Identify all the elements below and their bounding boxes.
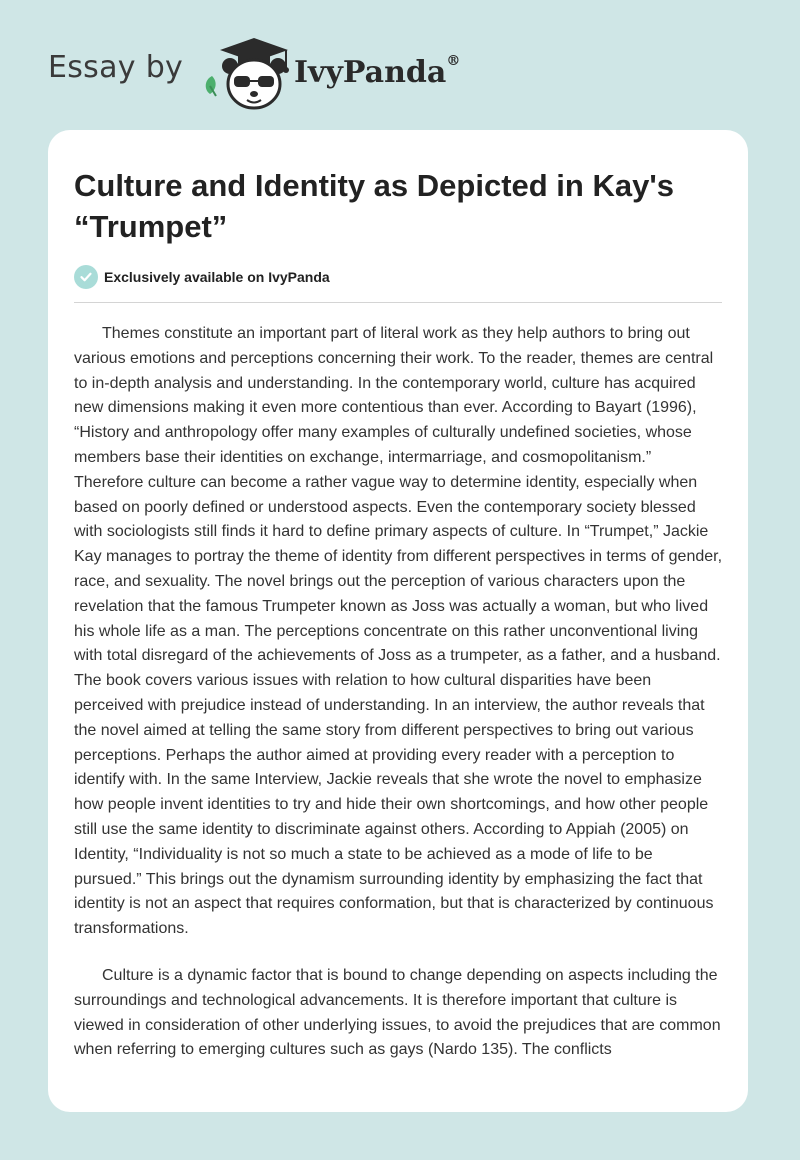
brand-name[interactable] [294, 55, 460, 90]
registered-mark: ® [446, 53, 461, 69]
panda-logo-icon[interactable] [198, 36, 294, 112]
paragraph: Culture is a dynamic factor that is bound to change depending on aspects including the surroundings and technological advancements. It is therefore important that culture is viewed in consideration of other underlying issues, to avoid the prejudices that are common when referring to emerging cultures such as gays (Nardo 135). The conflicts [74, 966, 721, 1059]
essay-title: Culture and Identity as Depicted in Kay's “Trumpet” [74, 168, 674, 244]
availability-text: Exclusively available on IvyPanda [104, 269, 330, 285]
divider [74, 302, 722, 303]
brand-text: IvyPanda [294, 55, 447, 90]
site-header [0, 0, 800, 130]
availability-badge [74, 265, 330, 289]
essay-body [74, 322, 724, 1085]
essay-by-label: Essay by [48, 50, 184, 85]
essay-card [48, 130, 748, 1112]
check-icon [74, 265, 98, 289]
paragraph: Themes constitute an important part of literal work as they help authors to bring out various emotions and perceptions concerning their work. To the reader, themes are central to in-depth analysis and understanding. In the contemporary world, culture has acquired new dimensions making it even more contentious than ever. According to Bayart (1996), “History and anthropology offer many examples of culturally undefined societies, whose members base their identities on exchange, intermarriage, and cosmopolitanism.” Therefore culture can become a rather vague way to determine identity, especially when based on poorly defined or understood aspects. Even the contemporary society blessed with sociologists still finds it hard to define primary aspects of culture. In “Trumpet,” Jackie Kay manages to portray the theme of identity from different perspectives in terms of gender, race, and sexuality. The novel brings out the perception of various characters upon the revelation that the famous Trumpeter known as Joss was actually a woman, but who lived his whole life as a man. The perceptions concentrate on this rather unconventional living with total disregard of the achievements of Joss as a trumpeter, as a father, and a husband. The book covers various issues with relation to how cultural disparities have been perceived with prejudice instead of understanding. In an interview, the author reveals that the novel aimed at telling the same story from different perspectives to bring out various perceptions. Perhaps the author aimed at providing every reader with a perception to identify with. In the same Interview, Jackie reveals that she wrote the novel to emphasize how people invent identities to try and hide their own shortcomings, and how other people still use the same identity to discriminate against others. According to Appiah (2005) on Identity, “Individuality is not so much a state to be achieved as a mode of life to be pursued.” This brings out the dynamism surrounding identity by emphasizing the fact that identity is not an aspect that requires conformation, but that is characterized by continuous transformations. [74, 325, 723, 938]
